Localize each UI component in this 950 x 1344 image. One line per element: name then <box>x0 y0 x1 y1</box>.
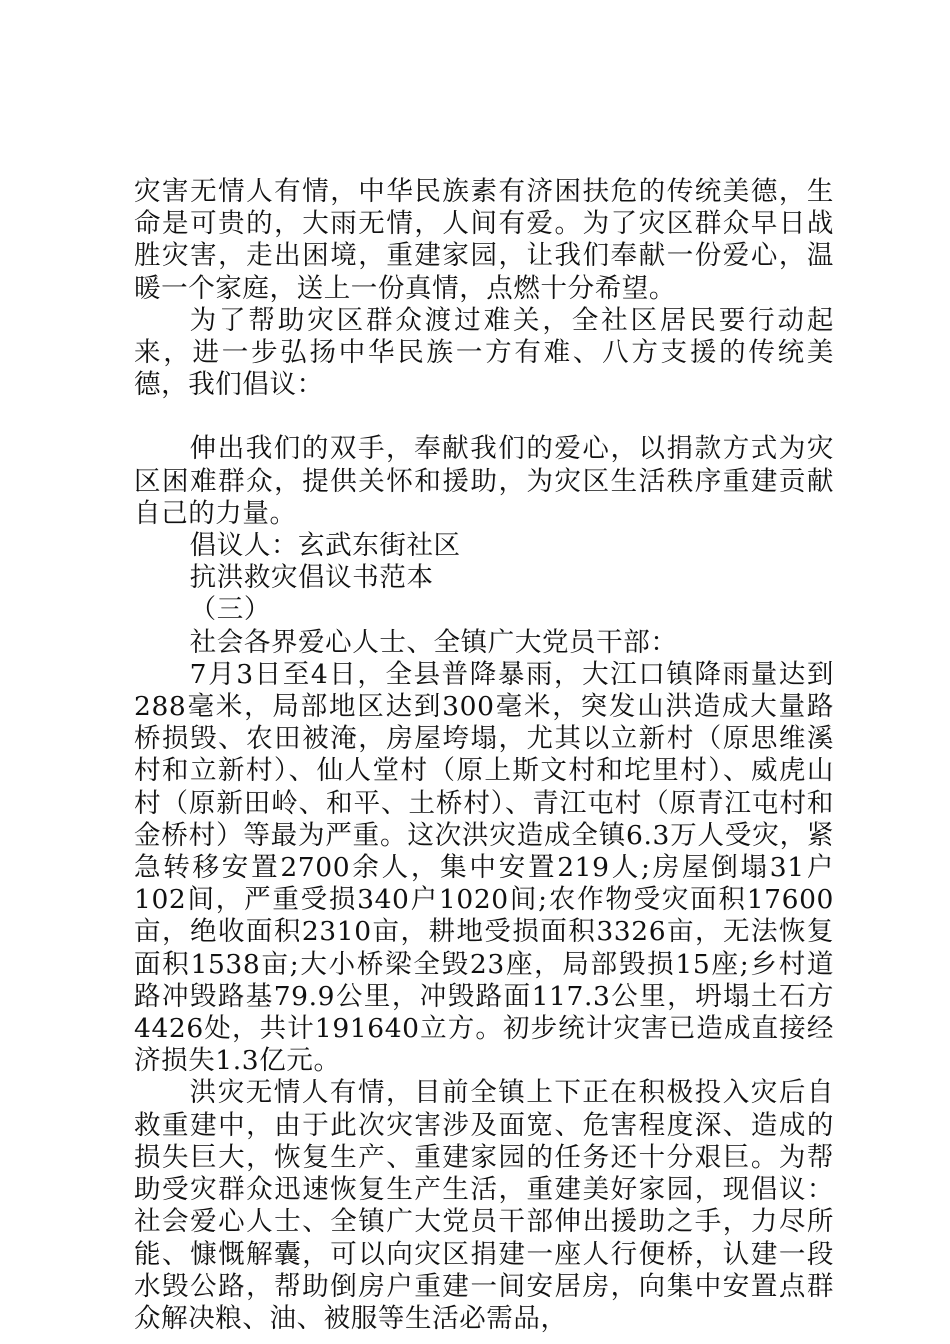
paragraph-gap <box>134 401 834 433</box>
section-number: （三） <box>189 594 271 626</box>
section-title: 抗洪救灾倡议书范本 <box>189 562 434 594</box>
document-body <box>134 176 834 1335</box>
proposer-line: 倡议人：玄武东街社区 <box>189 530 461 562</box>
paragraph-intro: 灾害无情人有情，中华民族素有济困扶危的传统美德，生命是可贵的，大雨无情，人间有爱。为了灾区群众早日战胜灾害，走出困境，重建家园，让我们奉献一份爱心，温暖一个家庭，送上一份真情，点燃十分希望。 <box>134 176 834 304</box>
paragraph-call-to-action: 为了帮助灾区群众渡过难关，全社区居民要行动起来，进一步弘扬中华民族一方有难、八方支援的传统美德，我们倡议： <box>134 304 834 401</box>
paragraph-disaster-report: 7月3日至4日，全县普降暴雨，大江口镇降雨量达到288毫米，局部地区达到300毫米，突发山洪造成大量路桥损毁、农田被淹，房屋垮塌，尤其以立新村（原思维溪村和立新村）、仙人堂村（原上斯文村和坨里村）、威虎山村（原新田岭、和平、土桥村）、青江屯村（原青江屯村和金桥村）等最为严重。这次洪灾造成全镇6.3万人受灾，紧急转移安置2700余人，集中安置219人;房屋倒塌31户102间，严重受损340户1020间;农作物受灾面积17600亩，绝收面积2310亩，耕地受损面积3326亩，无法恢复面积1538亩;大小桥梁全毁23座，局部毁损15座;乡村道路冲毁路基79.9公里，冲毁路面117.3公里，坍塌土石方4426处，共计191640立方。初步统计灾害已造成直接经济损失1.3亿元。 <box>134 658 834 1077</box>
salutation: 社会各界爱心人士、全镇广大党员干部： <box>189 626 678 658</box>
paragraph-proposal: 伸出我们的双手，奉献我们的爱心，以捐款方式为灾区困难群众，提供关怀和援助，为灾区生活秩序重建贡献自己的力量。 <box>134 433 834 529</box>
paragraph-appeal: 洪灾无情人有情，目前全镇上下正在积极投入灾后自救重建中，由于此次灾害涉及面宽、危害程度深、造成的损失巨大，恢复生产、重建家园的任务还十分艰巨。为帮助受灾群众迅速恢复生产生活，重建美好家园，现倡议：社会爱心人士、全镇广大党员干部伸出援助之手，力尽所能、慷慨解囊，可以向灾区捐建一座人行便桥，认建一段水毁公路，帮助倒房户重建一间安居房，向集中安置点群众解决粮、油、被服等生活必需品， <box>134 1077 834 1334</box>
